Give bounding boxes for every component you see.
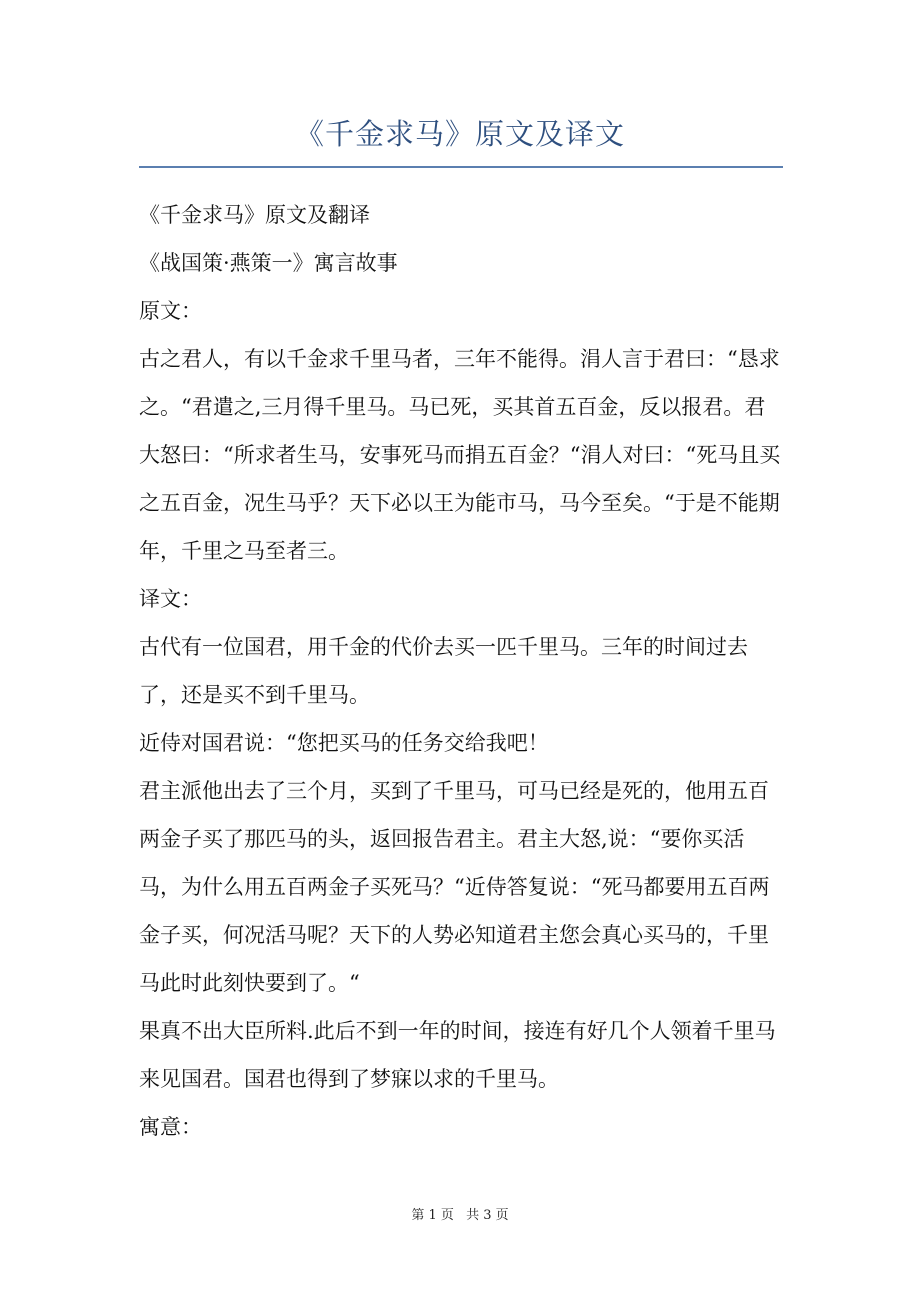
title-divider <box>139 166 783 168</box>
paragraph-moral-heading: 寓意： <box>139 1115 202 1139</box>
page-number-current: 第 1 页 <box>411 1208 454 1223</box>
paragraph-original-text: 古之君人，有以千金求千里马者，三年不能得。涓人言于君曰：“恳求之。“君遣之,三月得千里马。马已死，买其首五百金，反以报君。君大怒曰：“所求者生马，安事死马而捐五百金？“涓人对曰：“死马且买之五百金，况生马乎？天下必以王为能市马，马今至矣。“于是不能期年，千里之马至者三。 <box>139 347 781 563</box>
page-title: 《千金求马》原文及译文 <box>294 117 625 151</box>
page-footer <box>0 1206 920 1226</box>
paragraph-translation-heading: 译文： <box>139 587 202 611</box>
paragraph-translation-4: 果真不出大臣所料.此后不到一年的时间，接连有好几个人领着千里马来见国君。国君也得到了梦寐以求的千里马。 <box>139 1019 776 1091</box>
paragraph-source: 《战国策·燕策一》寓言故事 <box>139 251 398 275</box>
paragraph-translation-2: 近侍对国君说：“您把买马的任务交给我吧！ <box>139 731 549 755</box>
page-number-total: 共 3 页 <box>466 1208 509 1223</box>
document-body <box>139 191 783 1151</box>
paragraph-translation-3: 君主派他出去了三个月，买到了千里马，可马已经是死的，他用五百两金子买了那匹马的头，返回报告君主。君主大怒,说：“要你买活马，为什么用五百两金子买死马？“近侍答复说：“死马都要用五百两金子买，何况活马呢？天下的人势必知道君主您会真心买马的，千里马此时此刻快要到了。“ <box>139 779 770 995</box>
paragraph-original-heading: 原文： <box>139 299 202 323</box>
paragraph-subtitle: 《千金求马》原文及翻译 <box>139 203 370 227</box>
paragraph-translation-1: 古代有一位国君，用千金的代价去买一匹千里马。三年的时间过去了，还是买不到千里马。 <box>139 635 748 707</box>
